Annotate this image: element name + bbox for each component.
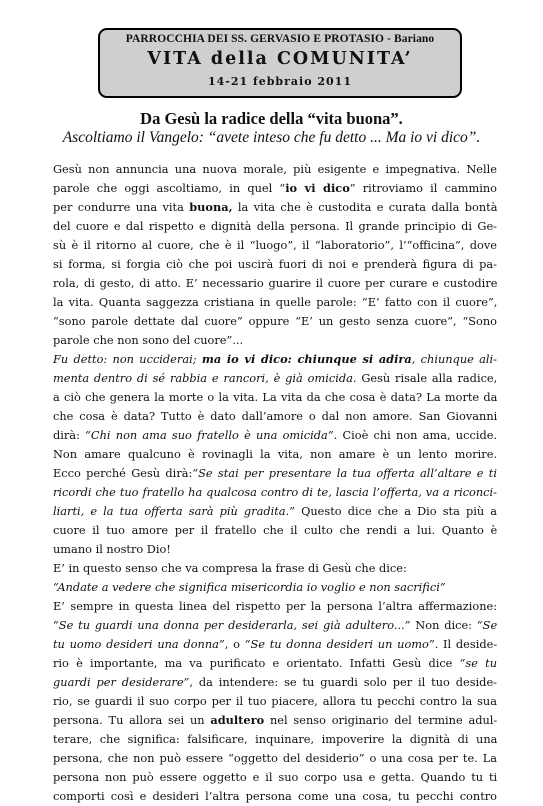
body-line	[53, 274, 497, 293]
text-run: persona non può essere oggetto e il suo corpo usa e getta. Quando tu ti	[53, 770, 497, 784]
text-run: per condurre una vita	[53, 200, 190, 214]
article-subhead: Ascoltiamo il Vangelo: “avete inteso che fu detto ... Ma io vi dico”.	[62, 129, 481, 146]
text-run: cuore il tuo amore per il fratello che il culto che rendi a lui. Quanto è	[53, 523, 497, 537]
issue-dates: 14-21 febbraio 2011	[207, 75, 352, 88]
body-line	[53, 711, 497, 730]
body-line	[53, 217, 497, 236]
text-run-italic: “Se	[476, 618, 497, 632]
body-line	[53, 350, 497, 369]
body-line	[53, 730, 497, 749]
body-line	[53, 768, 497, 787]
text-run-italic: “Andate a vedere che significa misericordia io voglio e non sacrifici”	[53, 580, 446, 594]
text-run: Non amare qualcuno è rovinagli la vita, non amare è un lento morire.	[53, 447, 497, 461]
text-run: E’ in questo senso che va compresa la frase di Gesù che dice:	[53, 561, 407, 575]
text-run: umano il nostro Dio!	[53, 542, 171, 556]
text-run: la vita che è custodita e curata dalla bontà	[232, 200, 497, 214]
text-run-italic: tu uomo desideri una donna”	[53, 637, 225, 651]
body-line	[53, 540, 497, 559]
text-run: Questo dice che a Dio sta più a	[294, 504, 497, 518]
bulletin-title: VITA della COMUNITA’	[147, 49, 413, 69]
text-run-italic: Fu detto: non ucciderai;	[53, 352, 202, 366]
body-line	[53, 597, 497, 616]
body-line	[53, 407, 497, 426]
text-run: sù è il ritorno al cuore, che è il “luogo”, il “laboratorio”, l’“officina”, dove	[53, 238, 497, 252]
text-run-italic: “se tu	[459, 656, 497, 670]
body-line	[53, 179, 497, 198]
text-run: terare, che significa: falsificare, inquinare, impoverire la dignità di una	[53, 732, 497, 746]
text-run: , o	[224, 637, 245, 651]
text-run: si forma, si forgia ciò che poi uscirà fuori di noi e prenderà figura di pa-	[53, 257, 497, 271]
text-run-italic: guardi per desiderare”	[53, 675, 190, 689]
text-run-italic: liarti, e la tua offerta sarà più gradita.”	[53, 504, 295, 518]
text-run: parole che non sono del cuore”...	[53, 333, 244, 347]
body-line	[53, 673, 497, 692]
body-line	[53, 198, 497, 217]
body-line	[53, 312, 497, 331]
text-run: ” ritroviamo il cammino	[349, 181, 497, 195]
body-line	[53, 293, 497, 312]
body-line	[53, 502, 497, 521]
masthead-box	[98, 28, 462, 98]
text-run-bold: buona,	[189, 200, 233, 214]
text-run: parole che oggi ascoltiamo, in quel “	[53, 181, 286, 195]
text-run: Gesù non annuncia una nuova morale, più esigente e impegnativa. Nelle	[53, 162, 497, 176]
text-run-italic: “Se tu donna desideri un uomo”	[244, 637, 435, 651]
body-line	[53, 559, 497, 578]
text-run: la vita. Quanta saggezza cristiana in quelle parole: “E’ fatto con il cuore”,	[53, 295, 497, 309]
text-run: rola, di gesto, di atto. E’ necessario guarire il cuore per curare e custodire	[53, 276, 497, 290]
body-line	[53, 160, 497, 179]
body-line	[53, 369, 497, 388]
body-line	[53, 426, 497, 445]
text-run: “sono parole dettate dal cuore” oppure “E’ un gesto senza cuore”, “Sono	[53, 314, 497, 328]
body-line	[53, 331, 497, 350]
body-line	[53, 445, 497, 464]
body-line	[53, 654, 497, 673]
text-run: Non dice:	[410, 618, 477, 632]
body-line	[53, 483, 497, 502]
body-line	[53, 255, 497, 274]
text-run: dirà:	[53, 428, 86, 442]
text-run-italic: “Se tu guardi una donna per desiderarla, sei già adultero...”	[53, 618, 411, 632]
text-run: , da intendere: se tu guardi solo per il tuo deside-	[189, 675, 497, 689]
body-line	[53, 616, 497, 635]
body-line	[53, 236, 497, 255]
text-run: nel senso originario del termine adul-	[264, 713, 497, 727]
body-line	[53, 787, 497, 806]
text-run: Cioè chi non ama, uccide.	[337, 428, 497, 442]
body-line	[53, 635, 497, 654]
text-run: Ecco perché Gesù dirà:	[53, 466, 193, 480]
text-run: Gesù risale alla radice,	[356, 371, 497, 385]
text-run: che cosa è data? Tutto è dato dall’amore o dal non amore. San Giovanni	[53, 409, 497, 423]
text-run-bold: io vi dico	[285, 181, 350, 195]
text-run: a ciò che genera la morte o la vita. La vita da che cosa è data? La morte da	[53, 390, 497, 404]
body-line	[53, 692, 497, 711]
body-line	[53, 749, 497, 768]
text-run: persona. Tu allora sei un	[53, 713, 211, 727]
text-run-italic: “Chi non ama suo fratello è una omicida”.	[85, 428, 338, 442]
parish-name: PARROCCHIA DEI SS. GERVASIO E PROTASIO - Bariano	[125, 33, 435, 45]
body-line	[53, 578, 497, 597]
text-run-italic: ricordi che tuo fratello ha qualcosa contro di te, lascia l’offerta, va a riconci-	[53, 485, 497, 499]
text-run: persona, che non può essere “oggetto del desiderio” o una cosa per te. La	[53, 751, 497, 765]
article-body	[53, 160, 497, 806]
text-run-bold: adultero	[210, 713, 265, 727]
text-run: rio, se guardi il suo corpo per il tuo piacere, allora tu pecchi contro la sua	[53, 694, 497, 708]
body-line	[53, 464, 497, 483]
body-line	[53, 388, 497, 407]
text-run-italic: , chiunque ali-	[411, 352, 497, 366]
body-line	[53, 521, 497, 540]
article-headline: Da Gesù la radice della “vita buona”.	[140, 109, 403, 128]
text-run: . Il deside-	[434, 637, 497, 651]
text-run: comporti così e desideri l’altra persona come una cosa, tu pecchi contro	[53, 789, 497, 803]
text-run: E’ sempre in questa linea del rispetto per la persona l’altra affermazione:	[53, 599, 497, 613]
text-run-italic: “Se stai per presentare la tua offerta all’altare e ti	[192, 466, 497, 480]
text-run-italic: menta dentro di sé rabbia e rancori, è già omicida.	[53, 371, 357, 385]
text-run-bold-italic: ma io vi dico: chiunque si adira	[201, 352, 412, 366]
text-run: rio è importante, ma va purificato e orientato. Infatti Gesù dice	[53, 656, 460, 670]
text-run: del cuore e dal rispetto e dignità della persona. Il grande principio di Ge-	[53, 219, 497, 233]
